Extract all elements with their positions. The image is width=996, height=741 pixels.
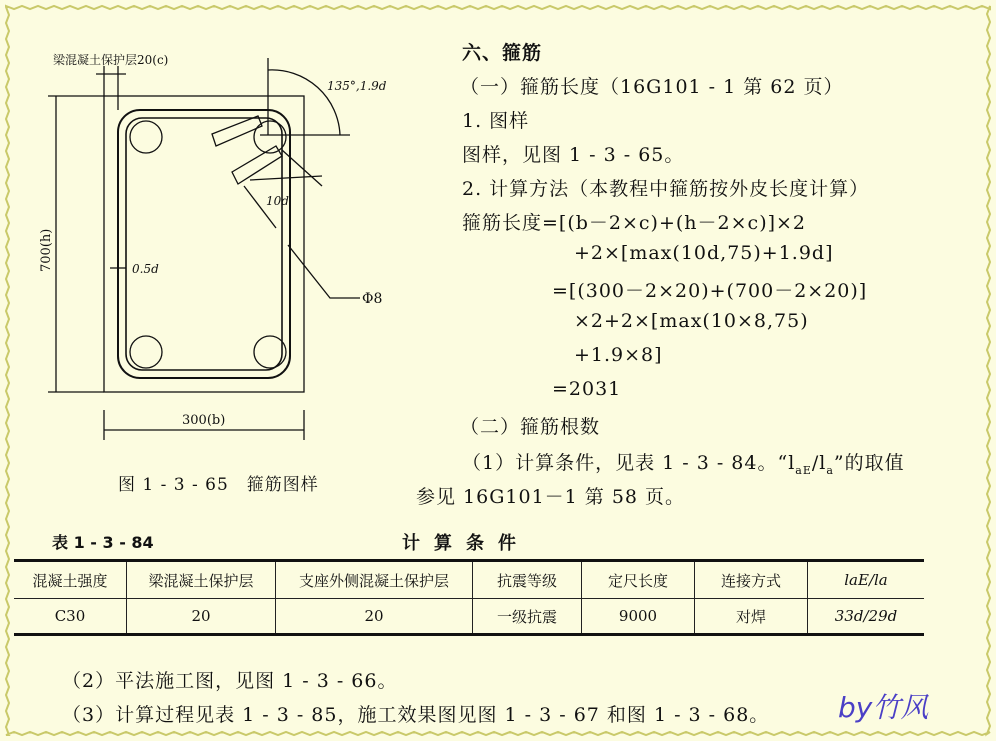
paragraph-1-sub-ae: aE [795,463,812,477]
height-label: 700(h) [39,228,54,272]
paragraph-1-sub-a: a [826,463,834,477]
figure-caption: 图 1 - 3 - 65 箍筋图样 [118,475,319,495]
rebar-top-left [130,121,162,153]
paragraph-1-end: ”的取值 [833,452,905,474]
conditions-table [14,559,924,636]
signature: by竹风 [838,691,929,724]
bottom-line-1: （2）平法施工图，见图 1 - 3 - 66。 [62,670,398,692]
table-header-cell: 混凝土强度 [14,561,127,599]
table-header-cell: 定尺长度 [582,561,695,599]
table-row [14,599,924,635]
bottom-line-2: （3）计算过程见表 1 - 3 - 85，施工效果图见图 1 - 3 - 67 和图 1 - 3 - 68。 [62,704,770,726]
hook-angle-label: 135°,1.9d [327,79,387,93]
table-header-cell: 抗震等级 [473,561,582,599]
formula-line-4: ×2+2×[max(10×8,75) [574,310,809,332]
paragraph-1 [462,448,905,477]
item-1: 1. 图样 [462,110,530,132]
section-heading: 六、箍筋 [462,42,543,64]
subsection-2: （二）箍筋根数 [460,416,601,438]
paragraph-2: 参见 16G101－1 第 58 页。 [416,486,686,508]
formula-line-2: +2×[max(10d,75)+1.9d] [574,242,834,264]
table-cell: 对焊 [695,599,808,635]
table-header-cell: laE/la [808,561,925,599]
table-cell: 20 [127,599,276,635]
formula-line-1: 箍筋长度=[(b－2×c)+(h－2×c)]×2 [462,212,807,234]
table-label: 表 1 - 3 - 84 [52,533,154,552]
rebar-bottom-left [130,336,162,368]
table-cell: 9000 [582,599,695,635]
stirrup-outer [118,110,290,378]
formula-line-3: =[(300－2×20)+(700－2×20)] [552,280,868,302]
stirrup-figure [39,40,387,460]
bar-label: Φ8 [362,291,383,307]
formula-result: =2031 [552,378,622,400]
table-header-cell: 连接方式 [695,561,808,599]
subsection-1: （一）箍筋长度（16G101 - 1 第 62 页） [460,76,844,98]
table-cell: 一级抗震 [473,599,582,635]
item-2: 2. 计算方法（本教程中箍筋按外皮长度计算） [462,178,870,200]
width-label: 300(b) [182,413,226,428]
table-cell: 20 [276,599,473,635]
cover-label: 梁混凝土保护层20(c) [53,53,169,67]
formula-line-5: +1.9×8] [574,344,663,366]
table-header-row [14,561,924,599]
paragraph-1-start: （1）计算条件，见表 1 - 3 - 84。“l [462,452,796,474]
table-header-cell: 梁混凝土保护层 [127,561,276,599]
table-header-cell: 支座外侧混凝土保护层 [276,561,473,599]
half-d-label: 0.5d [132,262,159,276]
table-title: 计算条件 [402,533,530,554]
table-cell: 33d/29d [808,599,925,635]
table-cell: C30 [14,599,127,635]
beam-section [104,96,304,392]
paragraph-1-slash: /l [811,452,827,474]
hook-length-label: 10d [266,194,289,208]
item-1-text: 图样，见图 1 - 3 - 65。 [462,144,685,166]
